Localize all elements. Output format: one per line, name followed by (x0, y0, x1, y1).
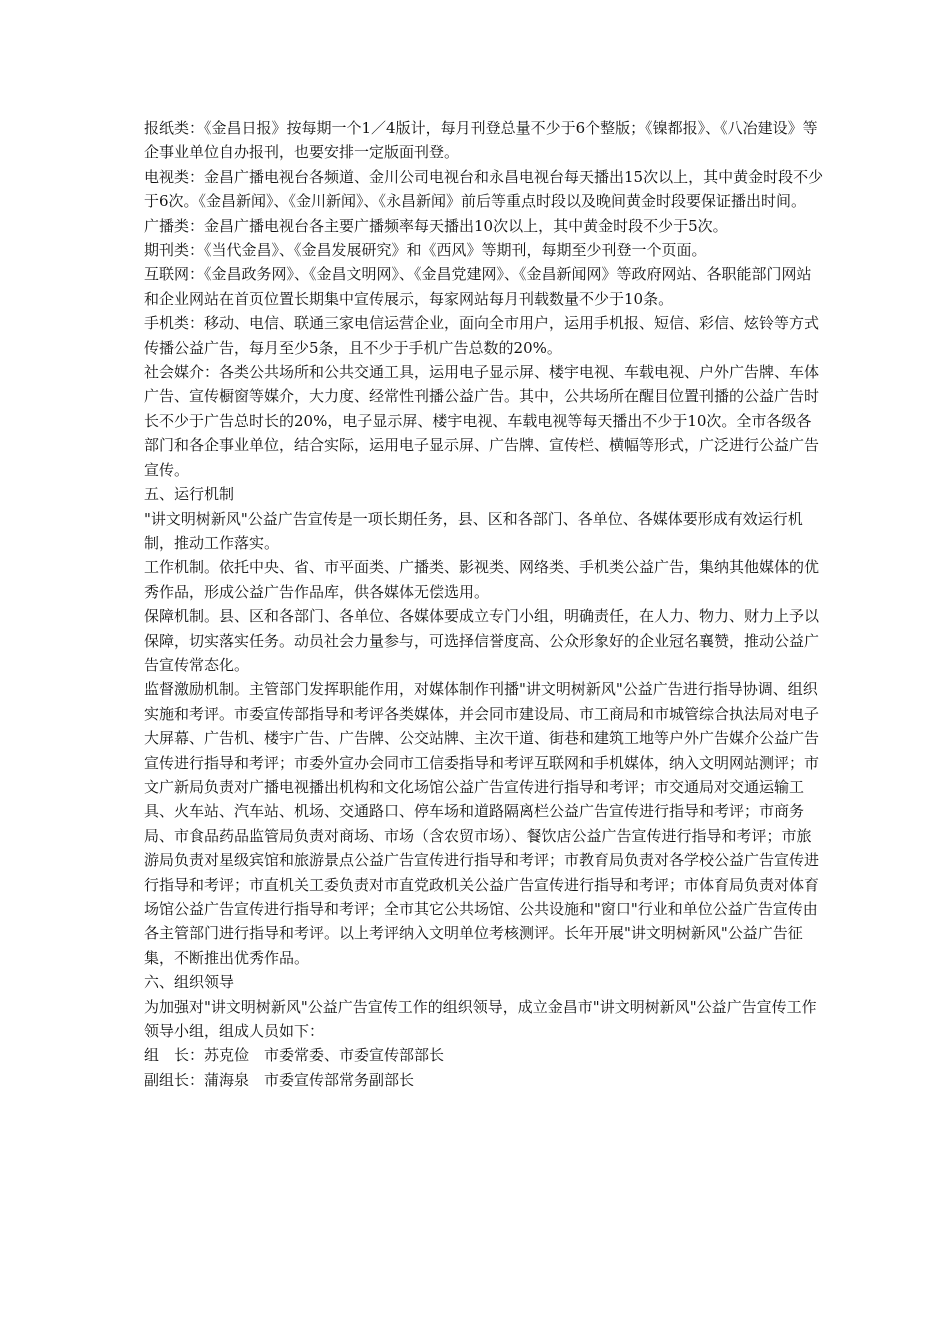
paragraph-deputy-leader: 副组长：蒲海泉 市委宣传部常务副部长 (144, 1070, 415, 1089)
section-heading-operation: 五、运行机制 (144, 485, 235, 504)
paragraph-internet: 互联网：《金昌政务网》、《金昌文明网》、《金昌党建网》、《金昌新闻网》等政府网站、各职能部门网站和企业网站在首页位置长期集中宣传展示，每家网站每月刊载数量不少于10条。 (144, 265, 812, 308)
paragraph-mobile: 手机类：移动、电信、联通三家电信运营企业，面向全市用户，运用手机报、短信、彩信、炫铃等方式传播公益广告，每月至少5条，且不少于手机广告总数的20%。 (144, 314, 820, 357)
paragraph-newspaper: 报纸类：《金昌日报》按每期一个1／4版计，每月刊登总量不少于6个整版；《镍都报》、《八冶建设》等企事业单位自办报刊，也要安排一定版面刊登。 (144, 119, 818, 162)
paragraph-periodicals: 期刊类：《当代金昌》、《金昌发展研究》和《西风》等期刊，每期至少刊登一个页面。 (144, 241, 707, 260)
section-heading-leadership: 六、组织领导 (144, 973, 235, 992)
document-page (144, 116, 824, 1092)
paragraph-guarantee-mechanism: 保障机制。县、区和各部门、各单位、各媒体要成立专门小组，明确责任，在人力、物力、财力上予以保障，切实落实任务。动员社会力量参与，可选择信誉度高、公众形象好的企业冠名襄赞，推动公益广告宣传常态化。 (144, 607, 820, 674)
paragraph-leader: 组 长：苏克俭 市委常委、市委宣传部部长 (144, 1046, 445, 1065)
paragraph-work-mechanism: 工作机制。依托中央、省、市平面类、广播类、影视类、网络类、手机类公益广告，集纳其他媒体的优秀作品，形成公益广告作品库，供各媒体无偿选用。 (144, 558, 820, 601)
paragraph-operation-intro: "讲文明树新风"公益广告宣传是一项长期任务，县、区和各部门、各单位、各媒体要形成有效运行机制，推动工作落实。 (144, 509, 803, 552)
paragraph-social-media: 社会媒介：各类公共场所和公共交通工具，运用电子显示屏、楼宇电视、车载电视、户外广告牌、车体广告、宣传橱窗等媒介，大力度、经常性刊播公益广告。其中，公共场所在醒目位置刊播的公益广告时长不少于广告总时长的20%，电子显示屏、楼宇电视、车载电视等每天播出不少于10次。全市各级各部门和各企事业单位，结合实际，运用电子显示屏、广告牌、宣传栏、横幅等形式，广泛进行公益广告宣传。 (144, 363, 820, 479)
paragraph-supervision-mechanism: 监督激励机制。主管部门发挥职能作用，对媒体制作刊播"讲文明树新风"公益广告进行指导协调、组织实施和考评。市委宣传部指导和考评各类媒体，并会同市建设局、市工商局和市城管综合执法局对电子大屏幕、广告机、楼宇广告、广告牌、公交站牌、主次干道、街巷和建筑工地等户外广告媒介公益广告宣传进行指导和考评；市委外宣办会同市工信委指导和考评互联网和手机媒体，纳入文明网站测评；市文广新局负责对广播电视播出机构和文化场馆公益广告宣传进行指导和考评；市交通局对交通运输工具、火车站、汽车站、机场、交通路口、停车场和道路隔离栏公益广告宣传进行指导和考评；市商务局、市食品药品监管局负责对商场、市场（含农贸市场）、餐饮店公益广告宣传进行指导和考评；市旅游局负责对星级宾馆和旅游景点公益广告宣传进行指导和考评；市教育局负责对各学校公益广告宣传进行指导和考评；市直机关工委负责对市直党政机关公益广告宣传进行指导和考评；市体育局负责对体育场馆公益广告宣传进行指导和考评；全市其它公共场馆、公共设施和"窗口"行业和单位公益广告宣传由各主管部门进行指导和考评。以上考评纳入文明单位考核测评。长年开展"讲文明树新风"公益广告征集，不断推出优秀作品。 (144, 680, 820, 967)
paragraph-radio: 广播类：金昌广播电视台各主要广播频率每天播出10次以上，其中黄金时段不少于5次。 (144, 216, 728, 235)
paragraph-leadership-intro: 为加强对"讲文明树新风"公益广告宣传工作的组织领导，成立金昌市"讲文明树新风"公益广告宣传工作领导小组，组成人员如下： (144, 997, 817, 1041)
paragraph-television: 电视类：金昌广播电视台各频道、金川公司电视台和永昌电视台每天播出15次以上，其中黄金时段不少于6次。《金昌新闻》、《金川新闻》、《永昌新闻》前后等重点时段以及晚间黄金时段要保证播出时间。 (144, 167, 824, 211)
